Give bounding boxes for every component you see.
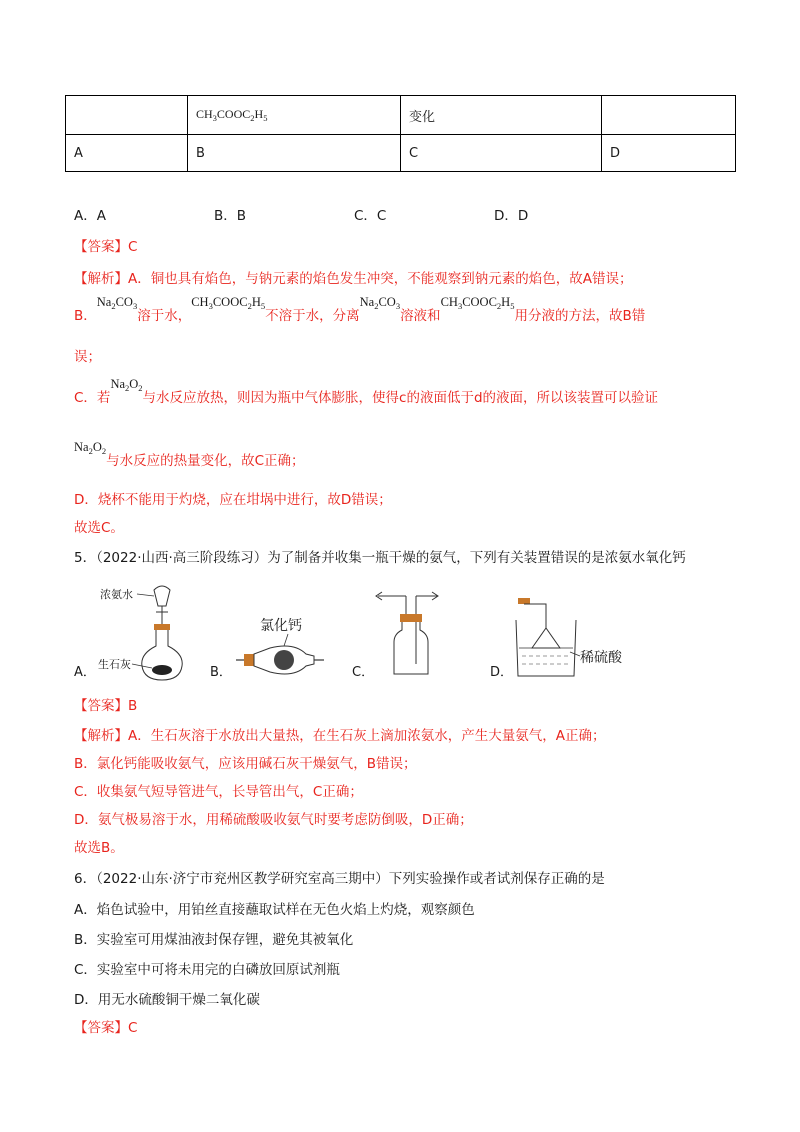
q5-analysis-line: C．收集氨气短导管进气，长导管出气，C正确； xyxy=(74,784,363,800)
table-row xyxy=(66,96,736,135)
label-conc-ammonia: 浓氨水 xyxy=(100,588,133,601)
option-table xyxy=(65,95,736,172)
q4-analysis-c-cont xyxy=(74,440,305,470)
analysis-c-text2: 与水反应的热量变化，故C正确； xyxy=(106,453,305,469)
formula-na2co3: $Na_2CO_3$ xyxy=(96,295,138,311)
analysis-b-text1: 溶于水， xyxy=(137,308,192,324)
analysis-b-text4: 用分液的方法，故B错 xyxy=(514,308,646,324)
q6-option-b[interactable]: B．实验室可用煤油液封保存锂，避免其被氧化 xyxy=(74,932,354,948)
analysis-b-prefix: B． xyxy=(74,308,97,324)
formula-na2o2: $Na_2O_2$ xyxy=(74,440,107,456)
analysis-b-text3: 溶液和 xyxy=(400,308,441,324)
table-cell: B xyxy=(188,135,401,172)
choice-a[interactable]: A．A xyxy=(74,208,106,224)
apparatus-a[interactable] xyxy=(74,586,182,680)
q6-answer: 【答案】C xyxy=(74,1020,138,1036)
q4-analysis-d: D．烧杯不能用于灼烧，应在坩埚中进行，故D错误； xyxy=(74,492,392,508)
table-row xyxy=(66,135,736,172)
apparatus-b[interactable] xyxy=(210,618,324,680)
formula-na2o2: $Na_2O_2$ xyxy=(110,377,143,393)
q5-apparatus-figure xyxy=(70,584,690,684)
apparatus-d[interactable] xyxy=(490,598,623,680)
choice-d[interactable]: D．D xyxy=(494,208,529,224)
analysis-c-text1: 与水反应放热，则因为瓶中气体膨胀，使得c的液面低于d的液面，所以该装置可以验证 xyxy=(142,390,659,406)
apparatus-c[interactable] xyxy=(352,592,438,680)
q4-choices xyxy=(74,204,634,224)
q5-analysis-line: B．氯化钙能吸收氨气，应该用碱石灰干燥氨气，B错误； xyxy=(74,756,417,772)
q5-answer: 【答案】B xyxy=(74,698,138,714)
option-a-letter: A． xyxy=(74,665,96,680)
formula-ch3cooc2h5: $CH_3COOC_2H_5$ xyxy=(440,295,515,311)
q6-option-c[interactable]: C．实验室中可将未用完的白磷放回原试剂瓶 xyxy=(74,962,340,978)
q4-analysis-a: 【解析】A．铜也具有焰色，与钠元素的焰色发生冲突，不能观察到钠元素的焰色，故A错误； xyxy=(74,271,633,287)
cork-icon xyxy=(244,654,254,666)
cork-icon xyxy=(518,598,530,604)
cork-icon xyxy=(400,614,422,622)
choice-c[interactable]: C．C xyxy=(354,208,387,224)
option-d-letter: D． xyxy=(490,665,514,680)
analysis-c-prefix: C．若 xyxy=(74,390,111,406)
table-cell: A xyxy=(66,135,188,172)
label-quicklime: 生石灰 xyxy=(98,658,131,671)
q4-analysis-c xyxy=(74,377,659,407)
desiccant-icon xyxy=(274,650,294,670)
q5-analysis-line: D．氨气极易溶于水，用稀硫酸吸收氨气时要考虑防倒吸，D正确； xyxy=(74,812,473,828)
q6-question: 6．（2022·山东·济宁市兖州区教学研究室高三期中）下列实验操作或者试剂保存正确的是 xyxy=(74,871,605,887)
q5-analysis-line: 【解析】A．生石灰溶于水放出大量热，在生石灰上滴加浓氨水，产生大量氨气，A正确； xyxy=(74,728,606,744)
q5-conclusion: 故选B。 xyxy=(74,840,124,856)
q6-option-d[interactable]: D．用无水硫酸铜干燥二氧化碳 xyxy=(74,992,260,1008)
quicklime-icon xyxy=(152,665,172,675)
formula-na2co3: $Na_2CO_3$ xyxy=(359,295,401,311)
q4-answer: 【答案】C xyxy=(74,239,138,255)
q4-analysis-b-cont: 误； xyxy=(74,349,101,365)
label-calcium-chloride: 氯化钙 xyxy=(260,618,302,634)
formula-ch3cooc2h5: $CH_3COOC_2H_5$ xyxy=(191,295,266,311)
option-c-letter: C． xyxy=(352,665,375,680)
analysis-b-text2: 不溶于水，分离 xyxy=(265,308,360,324)
q5-question: 5．（2022·山西·高三阶段练习）为了制备并收集一瓶干燥的氨气，下列有关装置错误的是浓氨水氧化钙 xyxy=(74,550,686,566)
table-cell: D xyxy=(602,135,736,172)
label-dilute-sulfuric-acid: 稀硫酸 xyxy=(580,650,622,666)
table-cell: 变化 xyxy=(401,96,602,135)
table-cell xyxy=(602,96,736,135)
q6-option-a[interactable]: A．焰色试验中，用铂丝直接蘸取试样在无色火焰上灼烧，观察颜色 xyxy=(74,902,475,918)
option-b-letter: B． xyxy=(210,665,232,680)
table-cell-ester: $CH_3COOC_2H_5$ xyxy=(188,96,401,135)
table-cell xyxy=(66,96,188,135)
cork-icon xyxy=(154,624,170,630)
q4-conclusion: 故选C。 xyxy=(74,520,124,536)
choice-b[interactable]: B．B xyxy=(214,208,247,224)
q4-analysis-b xyxy=(74,295,646,325)
table-cell: C xyxy=(401,135,602,172)
